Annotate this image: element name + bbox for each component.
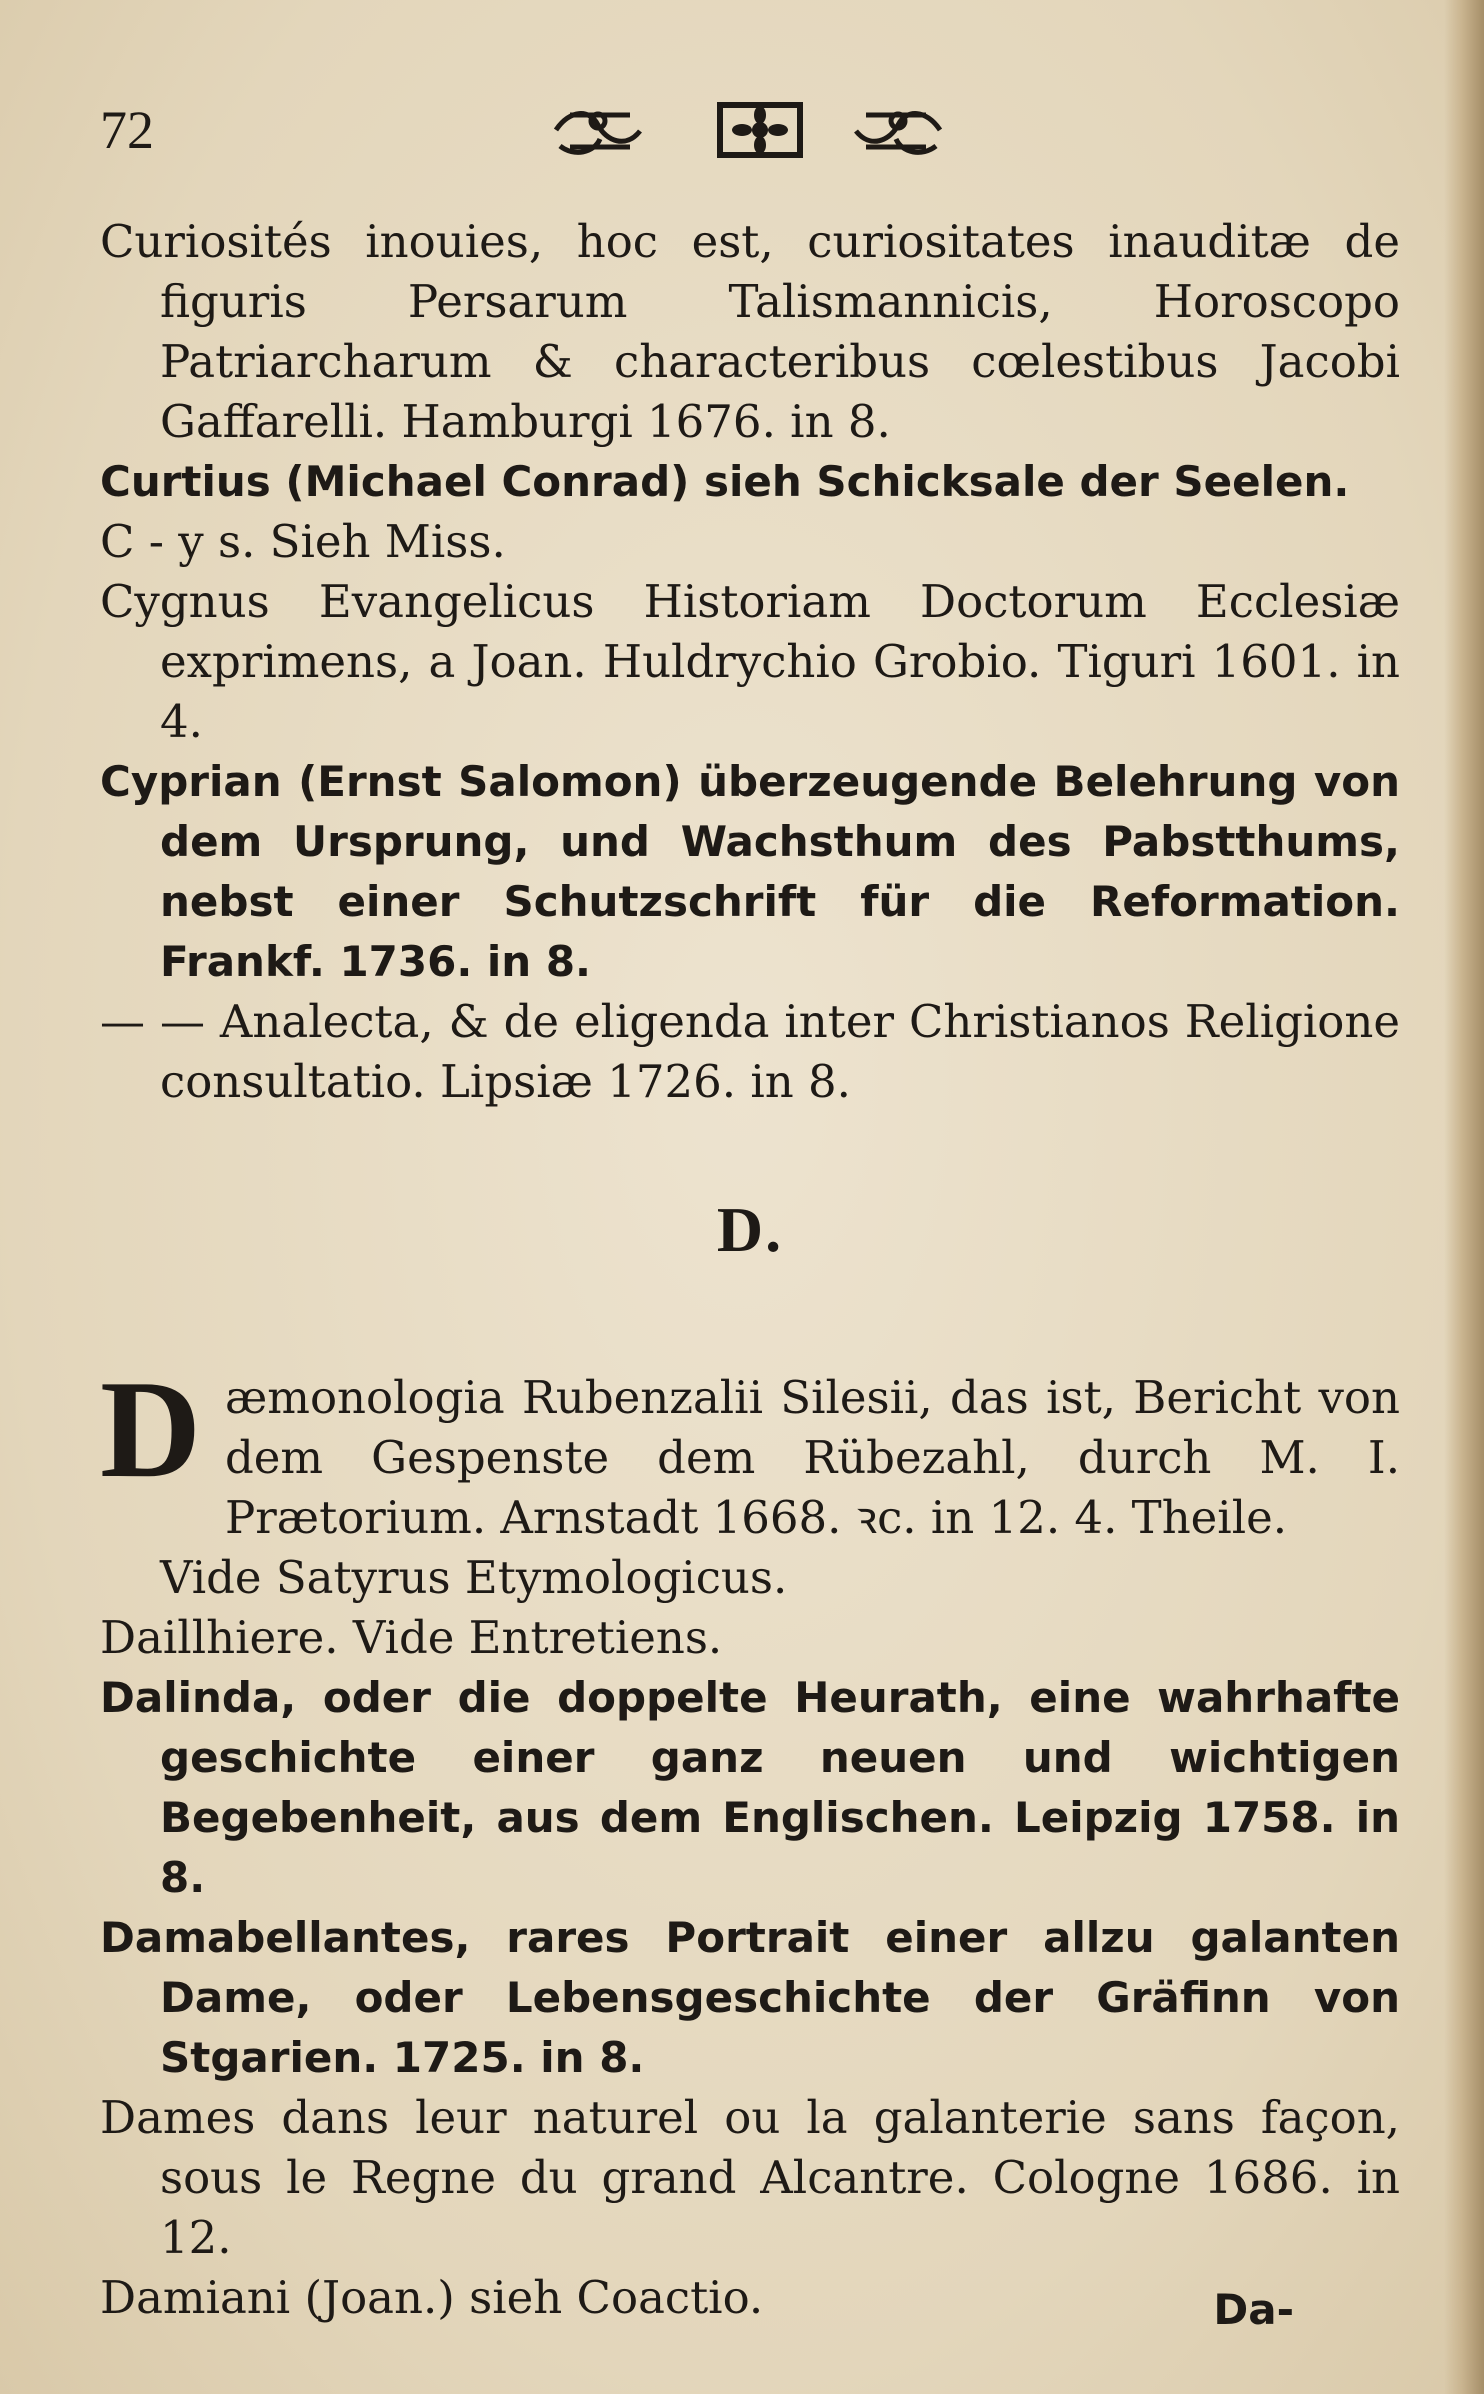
- section-heading: D.: [716, 1194, 784, 1265]
- bibliography-entry: Damiani (Joan.) sieh Coactio.: [100, 2271, 764, 2324]
- bibliography-entry: Cygnus Evangelicus Historiam Doctorum Ecclesiæ exprimens, a Joan. Huldrychio Grobio. Tiguri 1601. in 4.: [100, 575, 1400, 748]
- page-edge: [1444, 0, 1484, 2394]
- ornament-scroll-right-icon: [850, 101, 946, 159]
- dropcap-entry-text: æmonologia Rubenzalii Silesii, das ist, Bericht von dem Gespenste dem Rübezahl, durch M. I. Prætorium. Arnstadt 1668. ꝛc. in 12. 4. Theile.: [225, 1371, 1400, 1544]
- bibliography-entry: Curtius (Michael Conrad) sieh Schicksale der Seelen.: [100, 457, 1350, 506]
- ornament-scroll-left-icon: [550, 101, 646, 159]
- bibliography-entry: C - y s. Sieh Miss.: [100, 515, 506, 568]
- ornament-flower-icon: [712, 101, 808, 159]
- bibliography-entry-dropcap: [100, 1352, 1400, 1548]
- bibliography-entry: Dames dans leur naturel ou la galanterie sans façon, sous le Regne du grand Alcantre. Cologne 1686. in 12.: [100, 2091, 1400, 2264]
- bibliography-entry: Cyprian (Ernst Salomon) überzeugende Belehrung von dem Ursprung, und Wachsthum des Pabstthums, nebst einer Schutzschrift für die Reformation. Frankf. 1736. in 8.: [100, 757, 1400, 986]
- dropcap-entry-continuation: Vide Satyrus Etymologicus.: [160, 1551, 788, 1604]
- page-header: [0, 95, 1484, 165]
- bibliography-entry: Dalinda, oder die doppelte Heurath, eine wahrhafte geschichte einer ganz neuen und wichtigen Begebenheit, aus dem Englischen. Leipzig 1758. in 8.: [100, 1673, 1400, 1902]
- bibliography-entry: Damabellantes, rares Portrait einer allzu galanten Dame, oder Lebensgeschichte der Gräfinn von Stgarien. 1725. in 8.: [100, 1913, 1400, 2082]
- header-ornaments: [550, 95, 950, 165]
- bibliography-entry: — — Analecta, & de eligenda inter Christianos Religione consultatio. Lipsiæ 1726. in 8.: [100, 995, 1400, 1108]
- bibliography-entry: Curiosités inouies, hoc est, curiositates inauditæ de figuris Persarum Talismannicis, Horoscopo Patriarcharum & characteribus cœlestibus Jacobi Gaffarelli. Hamburgi 1676. in 8.: [100, 215, 1400, 448]
- drop-cap: D: [100, 1352, 202, 1507]
- page-content: [100, 212, 1400, 2328]
- page-number: 72: [100, 100, 154, 160]
- bibliography-entry: Daillhiere. Vide Entretiens.: [100, 1611, 723, 1664]
- catchword: Da-: [1213, 2285, 1294, 2334]
